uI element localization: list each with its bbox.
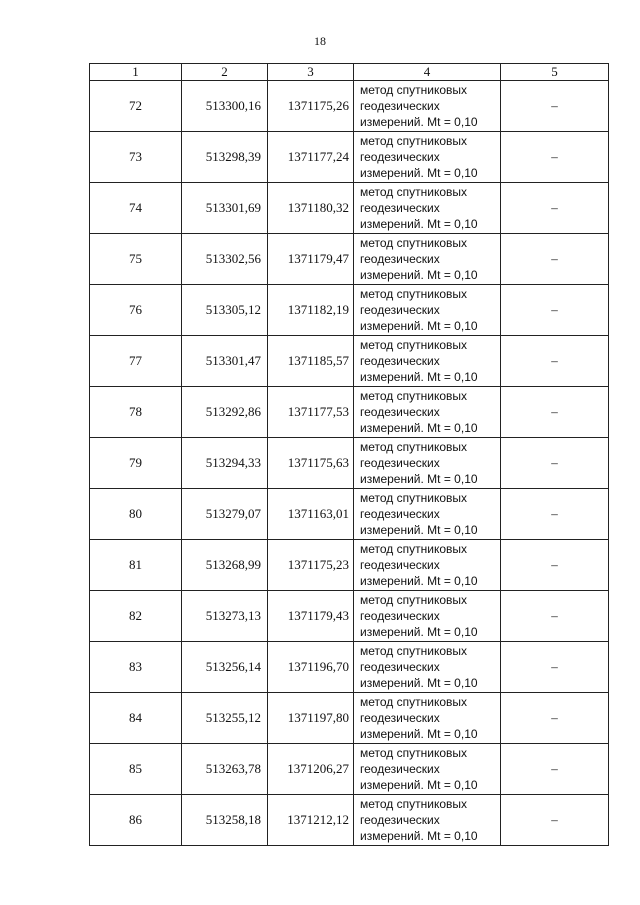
- description-cell: –: [501, 183, 609, 234]
- method-line: геодезических: [360, 150, 440, 164]
- method-line: измерений. Mt = 0,10: [360, 472, 478, 486]
- header-cell-4: 4: [354, 64, 501, 81]
- method-line: метод спутниковых: [360, 287, 468, 301]
- table-row: [90, 540, 609, 591]
- method-line: метод спутниковых: [360, 797, 468, 811]
- coordinate-x-cell: 513298,39: [182, 132, 268, 183]
- coordinate-y-cell: 1371179,43: [268, 591, 354, 642]
- method-line: геодезических: [360, 507, 440, 521]
- method-cell: [354, 795, 501, 846]
- method-line: геодезических: [360, 99, 440, 113]
- coordinate-y-cell: 1371196,70: [268, 642, 354, 693]
- table-row: [90, 285, 609, 336]
- method-line: измерений. Mt = 0,10: [360, 217, 478, 231]
- method-line: измерений. Mt = 0,10: [360, 421, 478, 435]
- table-row: [90, 387, 609, 438]
- description-cell: –: [501, 438, 609, 489]
- point-number-cell: 84: [90, 693, 182, 744]
- coordinate-y-cell: 1371175,23: [268, 540, 354, 591]
- method-cell: [354, 438, 501, 489]
- method-line: метод спутниковых: [360, 746, 468, 760]
- method-line: измерений. Mt = 0,10: [360, 115, 478, 129]
- method-line: метод спутниковых: [360, 185, 468, 199]
- point-number-cell: 73: [90, 132, 182, 183]
- method-line: метод спутниковых: [360, 134, 468, 148]
- method-line: геодезических: [360, 609, 440, 623]
- table-row: [90, 591, 609, 642]
- coordinate-y-cell: 1371185,57: [268, 336, 354, 387]
- table-row: [90, 642, 609, 693]
- point-number-cell: 80: [90, 489, 182, 540]
- point-number-cell: 76: [90, 285, 182, 336]
- method-line: геодезических: [360, 405, 440, 419]
- point-number-cell: 72: [90, 81, 182, 132]
- table-row: [90, 795, 609, 846]
- coordinate-x-cell: 513302,56: [182, 234, 268, 285]
- description-cell: –: [501, 744, 609, 795]
- table-row: [90, 183, 609, 234]
- method-line: геодезических: [360, 252, 440, 266]
- page-number: 18: [314, 34, 326, 48]
- method-cell: [354, 285, 501, 336]
- method-line: измерений. Mt = 0,10: [360, 625, 478, 639]
- point-number-cell: 86: [90, 795, 182, 846]
- coordinate-x-cell: 513301,47: [182, 336, 268, 387]
- method-line: измерений. Mt = 0,10: [360, 370, 478, 384]
- method-cell: [354, 234, 501, 285]
- method-line: геодезических: [360, 660, 440, 674]
- method-line: измерений. Mt = 0,10: [360, 574, 478, 588]
- method-cell: [354, 642, 501, 693]
- coordinate-x-cell: 513268,99: [182, 540, 268, 591]
- method-line: метод спутниковых: [360, 389, 468, 403]
- method-line: геодезических: [360, 201, 440, 215]
- point-number-cell: 78: [90, 387, 182, 438]
- method-line: измерений. Mt = 0,10: [360, 727, 478, 741]
- description-cell: –: [501, 132, 609, 183]
- method-line: измерений. Mt = 0,10: [360, 676, 478, 690]
- method-line: геодезических: [360, 762, 440, 776]
- table-header-row: [90, 64, 609, 81]
- description-cell: –: [501, 81, 609, 132]
- method-cell: [354, 81, 501, 132]
- point-number-cell: 83: [90, 642, 182, 693]
- coordinate-x-cell: 513255,12: [182, 693, 268, 744]
- coordinate-x-cell: 513292,86: [182, 387, 268, 438]
- method-line: геодезических: [360, 354, 440, 368]
- method-line: геодезических: [360, 456, 440, 470]
- method-cell: [354, 336, 501, 387]
- table-row: [90, 438, 609, 489]
- method-cell: [354, 489, 501, 540]
- method-line: метод спутниковых: [360, 542, 468, 556]
- description-cell: –: [501, 234, 609, 285]
- coordinate-x-cell: 513258,18: [182, 795, 268, 846]
- description-cell: –: [501, 540, 609, 591]
- coordinate-x-cell: 513301,69: [182, 183, 268, 234]
- method-line: метод спутниковых: [360, 440, 468, 454]
- description-cell: –: [501, 285, 609, 336]
- point-number-cell: 75: [90, 234, 182, 285]
- description-cell: –: [501, 387, 609, 438]
- description-cell: –: [501, 489, 609, 540]
- coordinate-y-cell: 1371179,47: [268, 234, 354, 285]
- method-cell: [354, 693, 501, 744]
- header-cell-1: 1: [90, 64, 182, 81]
- method-line: метод спутниковых: [360, 236, 468, 250]
- description-cell: –: [501, 795, 609, 846]
- method-line: измерений. Mt = 0,10: [360, 319, 478, 333]
- method-cell: [354, 132, 501, 183]
- point-number-cell: 77: [90, 336, 182, 387]
- coordinate-x-cell: 513279,07: [182, 489, 268, 540]
- header-cell-5: 5: [501, 64, 609, 81]
- coordinates-table: [89, 63, 609, 846]
- coordinate-x-cell: 513273,13: [182, 591, 268, 642]
- table-row: [90, 693, 609, 744]
- coordinate-y-cell: 1371212,12: [268, 795, 354, 846]
- description-cell: –: [501, 591, 609, 642]
- method-cell: [354, 591, 501, 642]
- coordinate-x-cell: 513294,33: [182, 438, 268, 489]
- point-number-cell: 74: [90, 183, 182, 234]
- description-cell: –: [501, 693, 609, 744]
- method-line: измерений. Mt = 0,10: [360, 778, 478, 792]
- coordinate-y-cell: 1371163,01: [268, 489, 354, 540]
- coordinate-y-cell: 1371206,27: [268, 744, 354, 795]
- method-line: метод спутниковых: [360, 491, 468, 505]
- method-line: геодезических: [360, 558, 440, 572]
- header-cell-3: 3: [268, 64, 354, 81]
- coordinate-y-cell: 1371197,80: [268, 693, 354, 744]
- coordinate-x-cell: 513263,78: [182, 744, 268, 795]
- description-cell: –: [501, 642, 609, 693]
- method-line: геодезических: [360, 813, 440, 827]
- method-line: метод спутниковых: [360, 338, 468, 352]
- point-number-cell: 79: [90, 438, 182, 489]
- coordinate-y-cell: 1371180,32: [268, 183, 354, 234]
- point-number-cell: 81: [90, 540, 182, 591]
- coordinate-y-cell: 1371177,24: [268, 132, 354, 183]
- point-number-cell: 85: [90, 744, 182, 795]
- description-cell: –: [501, 336, 609, 387]
- coordinate-y-cell: 1371177,53: [268, 387, 354, 438]
- coordinate-x-cell: 513256,14: [182, 642, 268, 693]
- table-row: [90, 744, 609, 795]
- table-row: [90, 489, 609, 540]
- table-row: [90, 234, 609, 285]
- table-body: [90, 81, 609, 846]
- method-cell: [354, 387, 501, 438]
- method-line: измерений. Mt = 0,10: [360, 268, 478, 282]
- method-line: измерений. Mt = 0,10: [360, 523, 478, 537]
- coordinate-y-cell: 1371175,63: [268, 438, 354, 489]
- point-number-cell: 82: [90, 591, 182, 642]
- table-row: [90, 132, 609, 183]
- header-cell-2: 2: [182, 64, 268, 81]
- method-cell: [354, 744, 501, 795]
- method-line: геодезических: [360, 711, 440, 725]
- table-row: [90, 81, 609, 132]
- table-row: [90, 336, 609, 387]
- method-line: измерений. Mt = 0,10: [360, 166, 478, 180]
- method-line: метод спутниковых: [360, 83, 468, 97]
- coordinate-x-cell: 513300,16: [182, 81, 268, 132]
- method-line: метод спутниковых: [360, 593, 468, 607]
- method-line: измерений. Mt = 0,10: [360, 829, 478, 843]
- coordinate-x-cell: 513305,12: [182, 285, 268, 336]
- method-line: метод спутниковых: [360, 695, 468, 709]
- coordinate-y-cell: 1371182,19: [268, 285, 354, 336]
- method-line: метод спутниковых: [360, 644, 468, 658]
- coordinate-y-cell: 1371175,26: [268, 81, 354, 132]
- method-cell: [354, 540, 501, 591]
- method-line: геодезических: [360, 303, 440, 317]
- method-cell: [354, 183, 501, 234]
